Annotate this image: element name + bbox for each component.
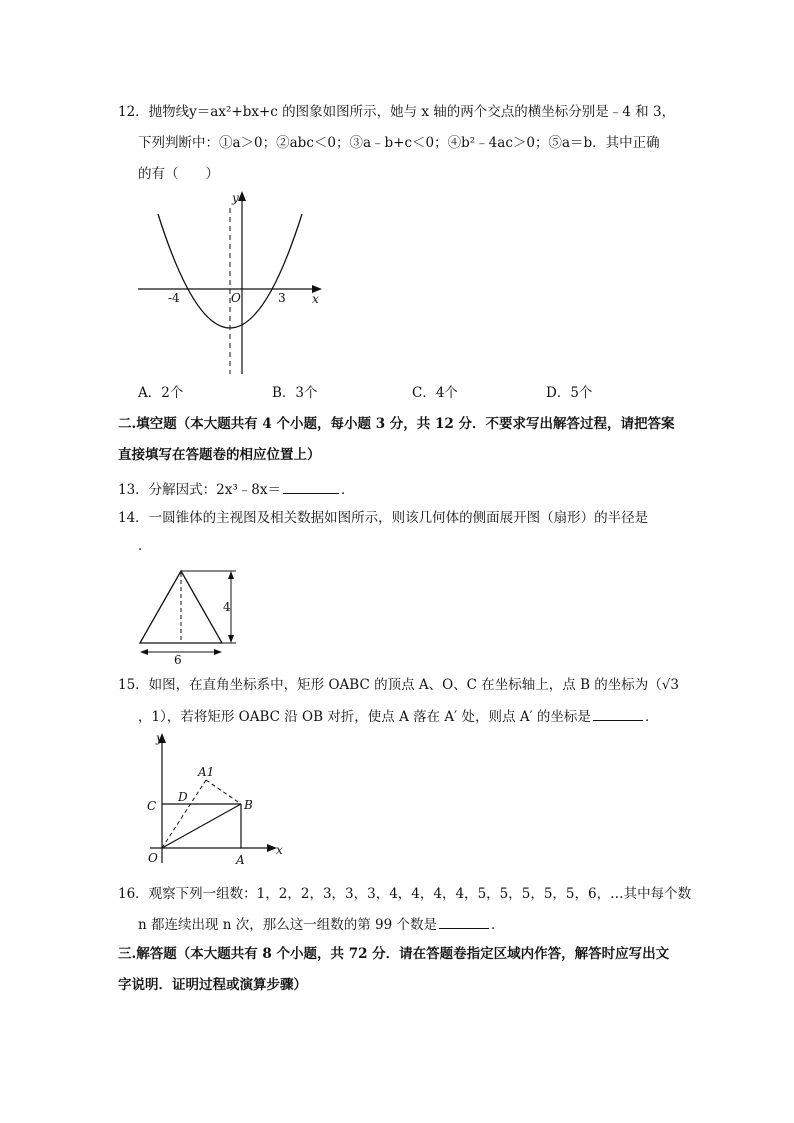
q14-line-1: 14．一圆锥体的主视图及相关数据如图所示，则该几何体的侧面展开图（扇形）的半径是	[118, 510, 649, 526]
q15-line-1: 15．如图，在直角坐标系中，矩形 OABC 的顶点 A、O、C 在坐标轴上，点 B 的坐标为（√3	[118, 677, 680, 693]
q13	[118, 479, 355, 500]
q15-end: ．	[644, 709, 659, 725]
q15-c-label: C	[147, 799, 157, 813]
q16-line-1: 16．观察下列一组数：1，2，2，3，3，3，4，4，4，4，5，5，5，5，5，6，…其中每个数	[118, 886, 692, 902]
q12-line-1: 12．抛物线y＝ax²+bx+c 的图象如图所示，她与 x 轴的两个交点的横坐标分别是﹣4 和 3，	[118, 104, 676, 120]
cone-height-label: 4	[223, 600, 231, 614]
q15-b-label: B	[244, 798, 253, 812]
q15-a1-label: A1	[198, 765, 215, 779]
section-2-heading-line-1: 二.填空题（本大题共有 4 个小题，每小题 3 分，共 12 分．不要求写出解答过程，请把答案	[118, 416, 675, 432]
q14-line-2: ．	[138, 538, 152, 554]
q15-line-2	[138, 706, 658, 727]
q15-x-label: x	[276, 843, 283, 857]
q15-y-label: y	[156, 731, 163, 745]
right-root-label: 3	[278, 291, 286, 305]
parabola-graph	[132, 186, 332, 376]
q13-answer-blank[interactable]	[283, 479, 339, 494]
q12-line-2: 下列判断中：①a＞0；②abc＜0；③a﹣b+c＜0；④b²﹣4ac＞0；⑤a＝b．其中正确	[138, 135, 660, 151]
q16-answer-blank[interactable]	[439, 914, 489, 929]
section-2-heading-line-2: 直接填写在答题卷的相应位置上）	[118, 447, 321, 463]
q12-option-c[interactable]: C．4个	[412, 385, 458, 401]
cone-base-label: 6	[174, 653, 182, 667]
origin-label: O	[231, 291, 241, 305]
q16-line-2-text: n 都连续出现 n 次，那么这一组数的第 99 个数是	[138, 917, 438, 933]
q13-text: 13．分解因式：2x³﹣8x＝	[118, 482, 281, 498]
q15-answer-blank[interactable]	[593, 706, 643, 721]
section-3-heading-line-2: 字说明．证明过程或演算步骤）	[118, 977, 307, 993]
q15-d-label: D	[178, 790, 188, 804]
left-root-label: -4	[168, 291, 180, 305]
q16-line-2	[138, 914, 505, 935]
q15-o-label: O	[148, 851, 158, 865]
q15-a-label: A	[236, 853, 245, 867]
q12-option-b[interactable]: B．3个	[272, 385, 318, 401]
x-axis-label: x	[312, 292, 319, 306]
cone-front-view	[136, 566, 256, 666]
q12-option-a[interactable]: A．2个	[138, 385, 184, 401]
q16-end: ．	[491, 917, 505, 933]
y-axis-label: y	[232, 191, 239, 205]
q13-end: ．	[341, 482, 355, 498]
rectangle-fold-figure	[140, 730, 300, 870]
q12-line-3: 的有（ ）	[138, 166, 219, 182]
q12-option-d[interactable]: D．5个	[546, 385, 593, 401]
q15-line-2-text: ，1），若将矩形 OABC 沿 OB 对折，使点 A 落在 A′ 处，则点 A′ 的坐标是	[138, 709, 591, 725]
section-3-heading-line-1: 三.解答题（本大题共有 8 个小题，共 72 分．请在答题卷指定区域内作答，解答时应写出文	[118, 946, 670, 962]
